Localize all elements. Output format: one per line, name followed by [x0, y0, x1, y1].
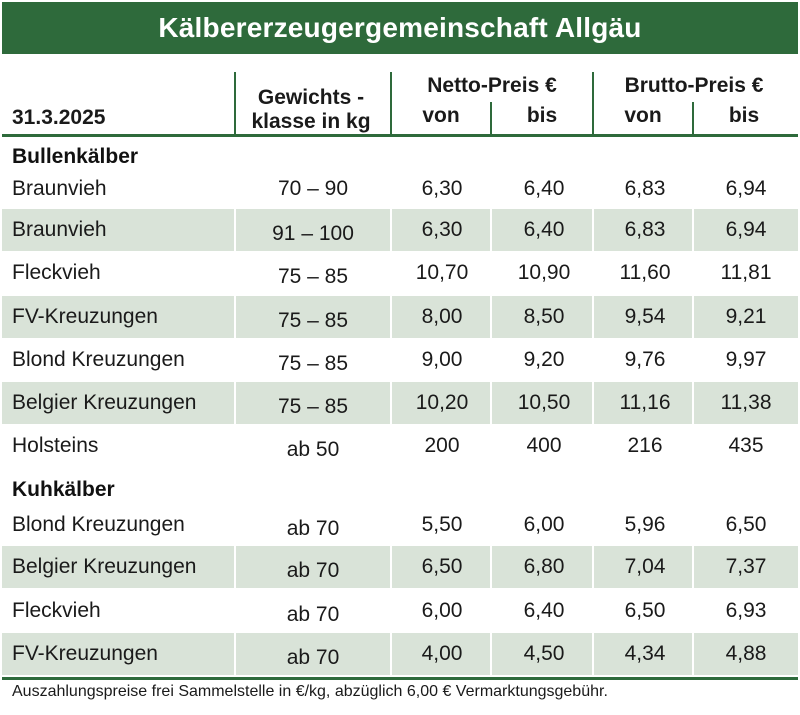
cell-brutto-bis: 6,94	[725, 177, 767, 200]
header-divider	[234, 72, 236, 134]
cell-breed: Blond Kreuzungen	[12, 513, 185, 536]
cell-netto-von: 6,30	[421, 177, 463, 200]
weight-header-line2: klasse in kg	[251, 110, 371, 133]
cell-netto-bis: 6,00	[523, 513, 565, 536]
cell-netto-bis: 400	[526, 434, 562, 457]
brutto-von-header: von	[624, 104, 662, 127]
cell-weight: ab 50	[286, 438, 340, 461]
cell-breed: Braunvieh	[12, 218, 107, 241]
cell-brutto-von: 216	[627, 434, 663, 457]
cell-netto-von: 6,30	[421, 218, 463, 241]
cell-netto-bis: 6,80	[523, 555, 565, 578]
cell-brutto-bis: 6,93	[725, 599, 767, 622]
cell-netto-bis: 6,40	[523, 177, 565, 200]
cell-breed: Fleckvieh	[12, 261, 101, 284]
table-row	[2, 252, 798, 294]
table-title: Kälbererzeugergemeinschaft Allgäu	[2, 2, 798, 54]
netto-header: Netto-Preis €	[427, 74, 557, 97]
header-divider	[692, 102, 694, 134]
footnote: Auszahlungspreise frei Sammelstelle in €/kg, abzüglich 6,00 € Vermarktungsgebühr.	[12, 683, 608, 700]
header-rule	[2, 134, 798, 137]
cell-netto-von: 5,50	[421, 513, 463, 536]
table-row	[2, 633, 798, 675]
cell-weight: 70 – 90	[277, 177, 349, 200]
cell-netto-bis: 4,50	[523, 642, 565, 665]
cell-breed: FV-Kreuzungen	[12, 642, 158, 665]
cell-netto-von: 9,00	[421, 348, 463, 371]
date-label: 31.3.2025	[12, 106, 106, 129]
table-row	[2, 296, 798, 338]
footer-rule	[2, 677, 798, 680]
cell-weight: 75 – 85	[277, 352, 349, 375]
cell-brutto-bis: 4,88	[725, 642, 767, 665]
cell-brutto-bis: 9,21	[725, 305, 767, 328]
header-divider	[390, 72, 392, 134]
cell-brutto-von: 9,76	[624, 348, 666, 371]
cell-breed: FV-Kreuzungen	[12, 305, 158, 328]
cell-breed: Belgier Kreuzungen	[12, 391, 197, 414]
table-row	[2, 590, 798, 632]
cell-brutto-von: 6,83	[624, 218, 666, 241]
cell-weight: 75 – 85	[277, 395, 349, 418]
cell-brutto-bis: 7,37	[725, 555, 767, 578]
table-row	[2, 425, 798, 467]
cell-netto-bis: 10,50	[517, 391, 571, 414]
cell-netto-von: 6,00	[421, 599, 463, 622]
brutto-header: Brutto-Preis €	[624, 74, 764, 97]
cell-brutto-von: 5,96	[624, 513, 666, 536]
section-title: Kuhkälber	[12, 478, 115, 501]
table-row	[2, 504, 798, 546]
cell-netto-von: 6,50	[421, 555, 463, 578]
cell-breed: Braunvieh	[12, 177, 107, 200]
cell-netto-von: 8,00	[421, 305, 463, 328]
netto-bis-header: bis	[526, 104, 558, 127]
cell-brutto-von: 9,54	[624, 305, 666, 328]
cell-netto-bis: 6,40	[523, 599, 565, 622]
header-divider	[490, 102, 492, 134]
header-divider	[592, 72, 594, 134]
cell-netto-von: 4,00	[421, 642, 463, 665]
table-row	[2, 168, 798, 210]
cell-netto-von: 10,20	[415, 391, 469, 414]
cell-brutto-bis: 6,94	[725, 218, 767, 241]
netto-von-header: von	[422, 104, 460, 127]
cell-breed: Belgier Kreuzungen	[12, 555, 197, 578]
cell-brutto-bis: 11,81	[720, 261, 772, 284]
cell-netto-bis: 9,20	[523, 348, 565, 371]
cell-brutto-von: 6,50	[624, 599, 666, 622]
cell-breed: Blond Kreuzungen	[12, 348, 185, 371]
cell-brutto-bis: 11,38	[720, 391, 772, 414]
cell-breed: Fleckvieh	[12, 599, 101, 622]
cell-brutto-bis: 6,50	[725, 513, 767, 536]
cell-weight: 91 – 100	[272, 222, 354, 245]
cell-brutto-von: 4,34	[624, 642, 666, 665]
table-row	[2, 546, 798, 588]
cell-weight: ab 70	[286, 517, 340, 540]
cell-weight: ab 70	[286, 603, 340, 626]
cell-weight: ab 70	[286, 559, 340, 582]
cell-brutto-von: 11,16	[619, 391, 671, 414]
cell-netto-bis: 8,50	[523, 305, 565, 328]
cell-breed: Holsteins	[12, 434, 99, 457]
cell-brutto-von: 11,60	[619, 261, 671, 284]
table-row	[2, 209, 798, 251]
cell-brutto-bis: 9,97	[725, 348, 767, 371]
cell-brutto-von: 6,83	[624, 177, 666, 200]
cell-weight: ab 70	[286, 646, 340, 669]
table-row	[2, 339, 798, 381]
cell-brutto-bis: 435	[728, 434, 764, 457]
section-title: Bullenkälber	[12, 145, 139, 168]
cell-weight: 75 – 85	[277, 265, 349, 288]
cell-netto-bis: 6,40	[523, 218, 565, 241]
cell-netto-bis: 10,90	[517, 261, 571, 284]
brutto-bis-header: bis	[728, 104, 760, 127]
table-row	[2, 382, 798, 424]
cell-netto-von: 10,70	[415, 261, 469, 284]
weight-header-line1: Gewichts -	[257, 86, 365, 109]
cell-netto-von: 200	[424, 434, 460, 457]
cell-brutto-von: 7,04	[624, 555, 666, 578]
cell-weight: 75 – 85	[277, 309, 349, 332]
